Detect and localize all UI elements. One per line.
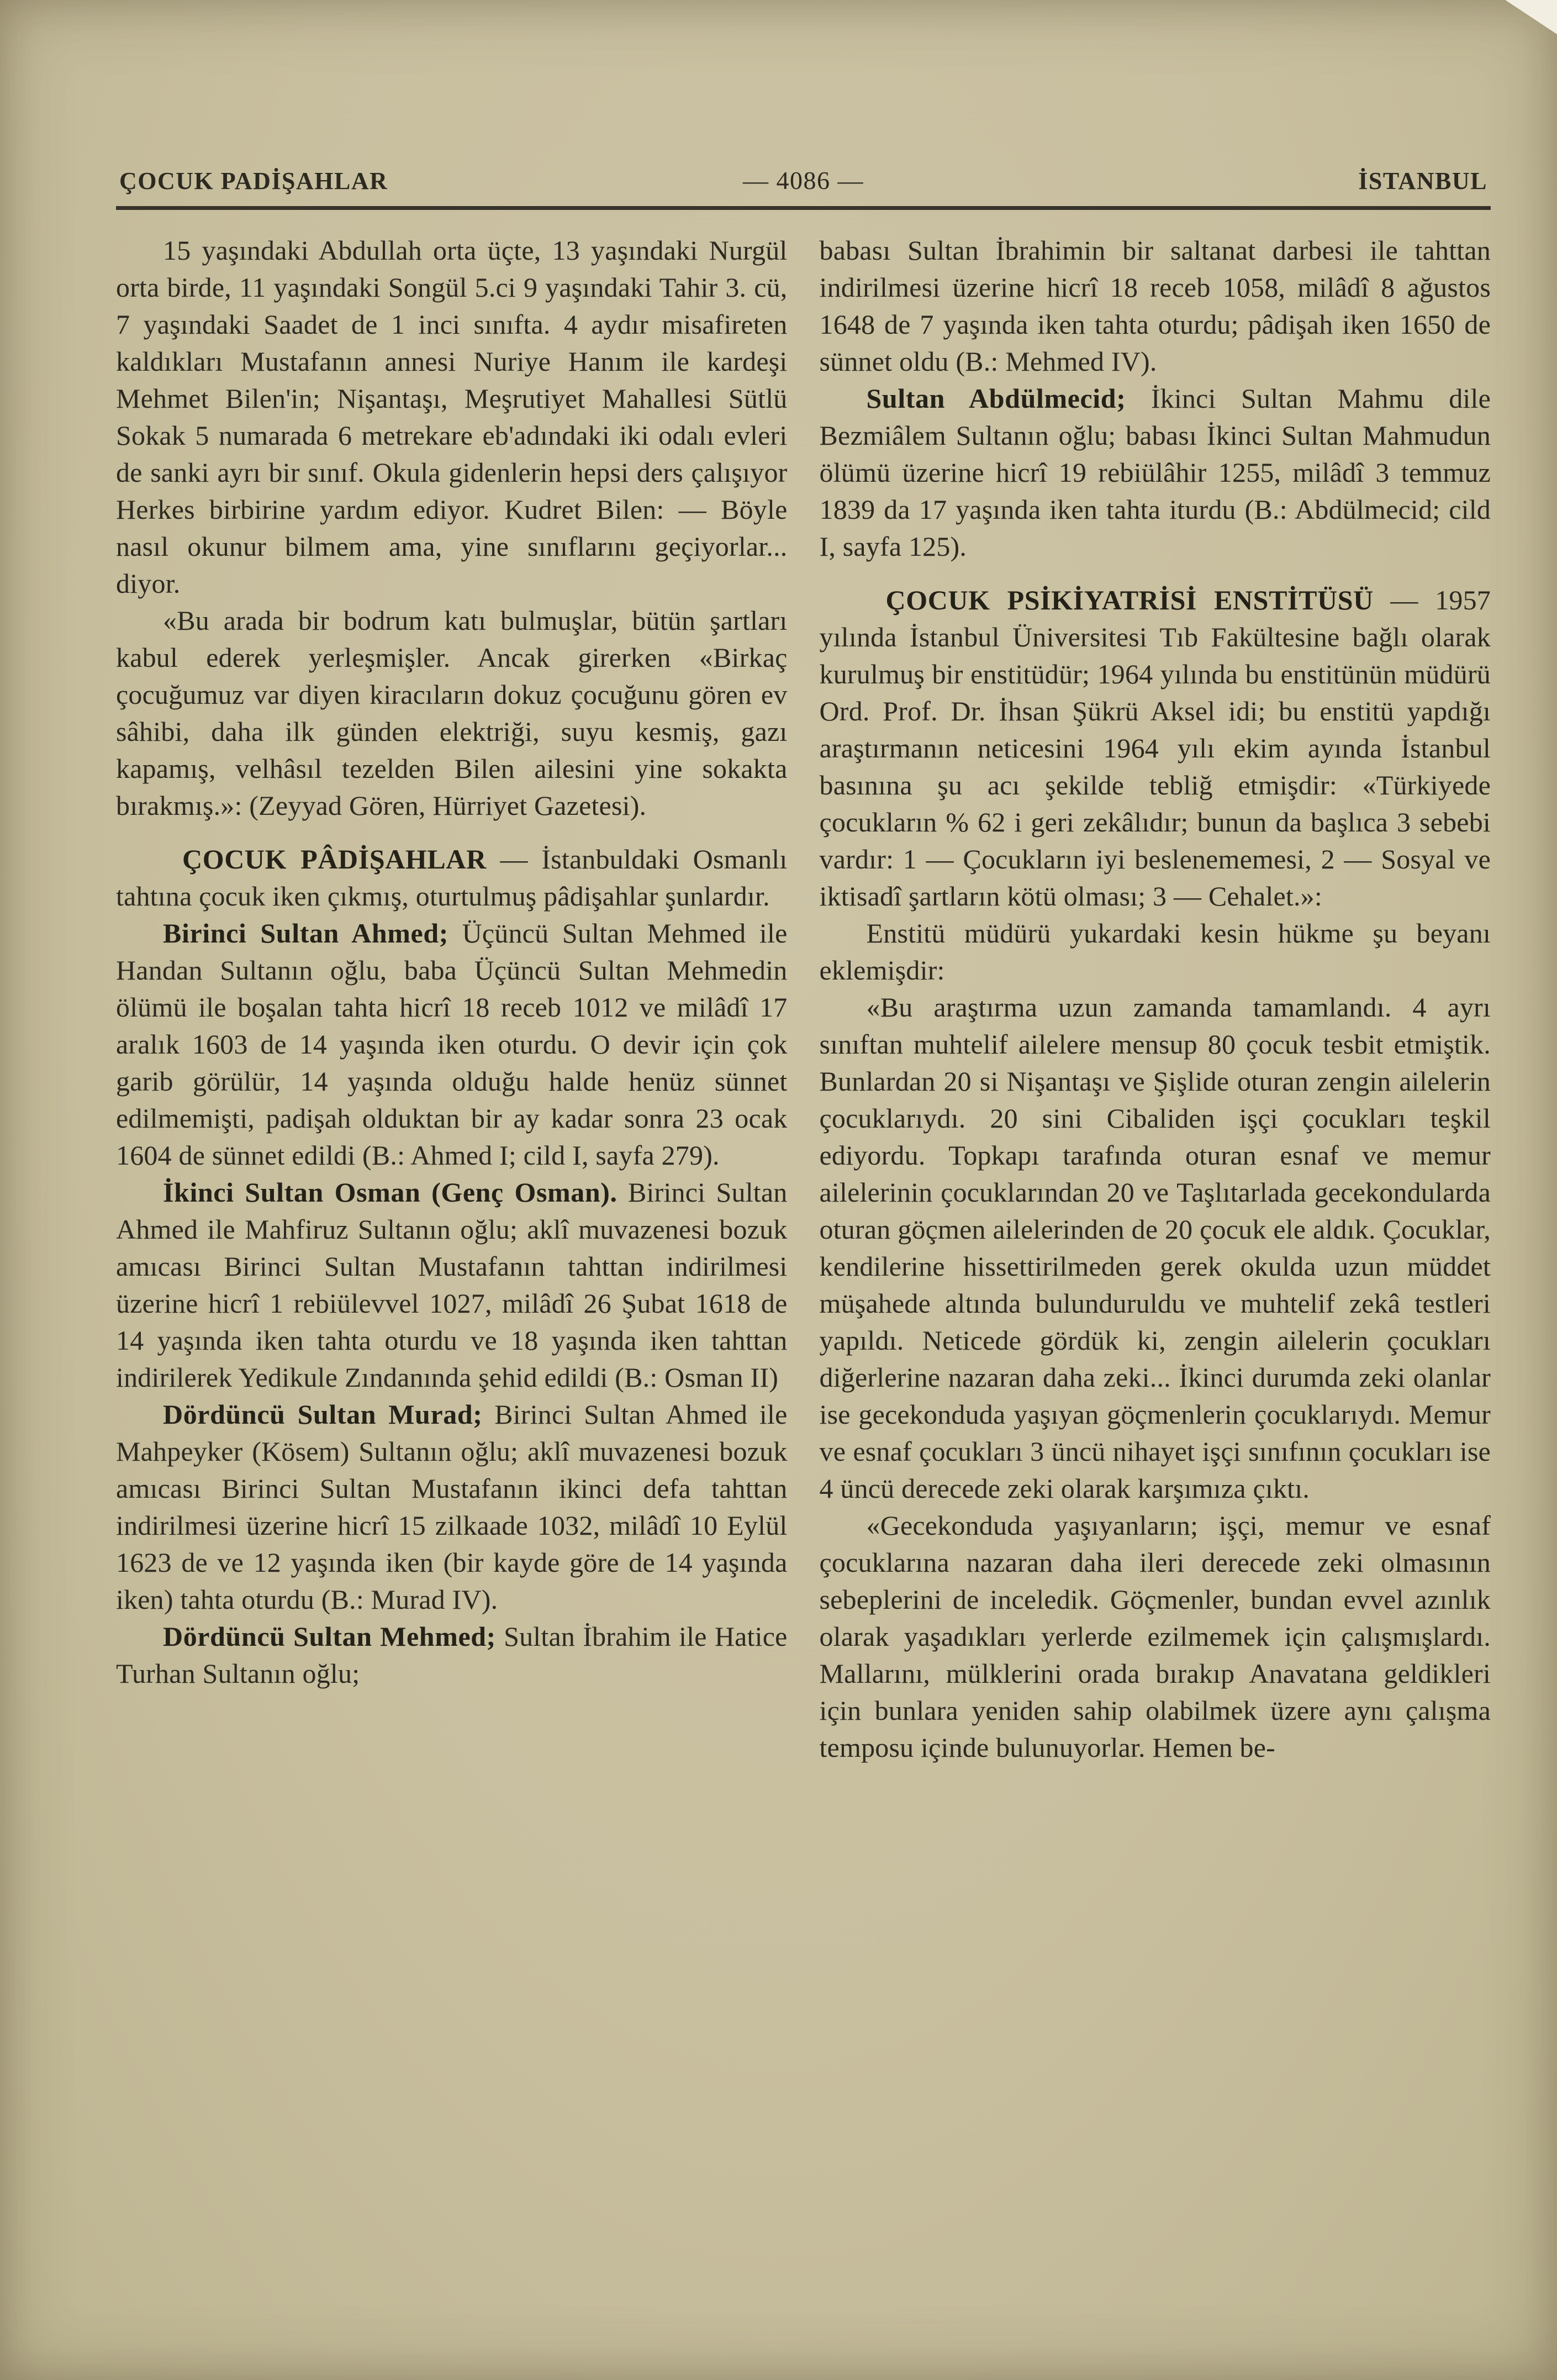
running-title-right: İSTANBUL bbox=[1358, 167, 1487, 194]
paragraph: ÇOCUK PSİKİYATRİSİ ENSTİTÜSÜ — 1957 yılında İstanbul Üniversitesi Tıb Fakültesine bağlı olarak kurulmuş bir enstitüdür; 1964 yılında bu enstitünün müdürü Ord. Prof. Dr. İhsan Şükrü Aksel idi; bu enstitü yapdığı araştırmanın neticesini 1964 yılı ekim ayında İstanbul basınına şu acı şekilde tebliğ etmişdir: «Türkiyede çocukların % 62 i geri zekâlıdır; bunun da başlıca 3 sebebi vardır: 1 — Çocukların iyi beslenememesi, 2 — Sosyal ve iktisadî şartların kötü olması; 3 — Cehalet.»: bbox=[819, 585, 1491, 912]
paragraph-lead: Dördüncü Sultan Murad; bbox=[163, 1399, 483, 1430]
paragraph: Dördüncü Sultan Mehmed; Sultan İbrahim ile Hatice Turhan Sultanın oğlu; bbox=[116, 1621, 788, 1689]
text-columns bbox=[116, 232, 1491, 1766]
paragraph: Dördüncü Sultan Murad; Birinci Sultan Ahmed ile Mahpeyker (Kösem) Sultanın oğlu; aklî muvazenesi bozuk amıcası Birinci Sultan Mustafanın ikinci defa tahttan indirilmesi üzerine hicrî 15 zilkaade 1032, milâdî 10 Eylül 1623 de ve 12 yaşında iken (bir kayde göre de 14 yaşında iken) tahta oturdu (B.: Murad IV). bbox=[116, 1399, 788, 1615]
paragraph: «Bu arada bir bodrum katı bulmuşlar, bütün şartları kabul ederek yerleşmişler. Ancak girerken «Birkaç çocuğumuz var diyen kiracıların dokuz çocuğunu gören ev sâhibi, daha ilk günden elektriği, suyu kesmiş, gazı kapamış, velhâsıl tezelden Bilen ailesini yine sokakta bırakmış.»: (Zeyyad Gören, Hürriyet Gazetesi). bbox=[116, 605, 788, 821]
paragraph-lead: ÇOCUK PSİKİYATRİSİ ENSTİTÜSÜ bbox=[885, 585, 1374, 615]
paragraph-lead: ÇOCUK PÂDİŞAHLAR bbox=[182, 844, 487, 875]
paragraph: ÇOCUK PÂDİŞAHLAR — İstanbuldaki Osmanlı tahtına çocuk iken çıkmış, oturtulmuş pâdişahlar şunlardır. bbox=[116, 844, 788, 912]
paragraph: İkinci Sultan Osman (Genç Osman). Birinci Sultan Ahmed ile Mahfiruz Sultanın oğlu; aklî muvazenesi bozuk amıcası Birinci Sultan Mustafanın tahttan indirilmesi üzerine hicrî 1 rebiülevvel 1027, milâdî 26 Şubat 1618 de 14 yaşında iken tahta oturdu ve 18 yaşında iken tahttan indirilerek Yedikule Zındanında şehid edildi (B.: Osman II) bbox=[116, 1177, 788, 1393]
paragraph-lead: Birinci Sultan Ahmed; bbox=[163, 918, 448, 949]
paragraph: 15 yaşındaki Abdullah orta üçte, 13 yaşındaki Nurgül orta birde, 11 yaşındaki Songül 5.ci 9 yaşındaki Tahir 3. cü, 7 yaşındaki Saadet de 1 inci sınıfta. 4 aydır misafireten kaldıkları Mustafanın annesi Nuriye Hanım ile kardeşi Mehmet Bilen'in; Nişantaşı, Meşrutiyet Mahallesi Sütlü Sokak 5 numarada 6 metrekare eb'adındaki iki odalı evleri de sanki ayrı bir sınıf. Okula gidenlerin hepsi ders çalışıyor Herkes birbirine yardım ediyor. Kudret Bilen: — Böyle nasıl okunur bilmem ama, yine sınıflarını geçiyorlar... diyor. bbox=[116, 235, 788, 599]
paragraph: Sultan Abdülmecid; İkinci Sultan Mahmu dile Bezmiâlem Sultanın oğlu; babası İkinci Sultan Mahmudun ölümü üzerine hicrî 19 rebiülâhir 1255, milâdî 3 temmuz 1839 da 17 yaşında iken tahta iturdu (B.: Abdülmecid; cild I, sayfa 125). bbox=[819, 383, 1491, 562]
paragraph: Birinci Sultan Ahmed; Üçüncü Sultan Mehmed ile Handan Sultanın oğlu, baba Üçüncü Sultan Mehmedin ölümü ile boşalan tahta hicrî 18 receb 1012 ve milâdî 17 aralık 1603 de 14 yaşında iken oturdu. O devir için çok garib görülür, 14 yaşında olduğu halde henüz sünnet edilmemişti, padişah olduktan bir ay kadar sonra 23 ocak 1604 de sünnet edildi (B.: Ahmed I; cild I, sayfa 279). bbox=[116, 918, 788, 1171]
page-number: — 4086 — bbox=[743, 166, 864, 194]
paragraph: babası Sultan İbrahimin bir saltanat darbesi ile tahttan indirilmesi üzerine hicrî 18 receb 1058, milâdî 8 ağustos 1648 de 7 yaşında iken tahta oturdu; pâdişah iken 1650 de sünnet oldu (B.: Mehmed IV). bbox=[819, 235, 1491, 377]
page-header bbox=[116, 166, 1491, 206]
paragraph: «Gecekonduda yaşıyanların; işçi, memur ve esnaf çocuklarına nazaran daha ileri derecede zeki olmasının sebeplerini de inceledik. Göçmenler, bundan evvel azınlık olarak yaşadıkları yerlerde ezilmemek için çalışmışlardı. Mallarını, mülklerini orada bırakıp Anavatana geldikleri için bunlara yeniden sahip olabilmek üzere aynı çalışma temposu içinde bulunuyorlar. Hemen be- bbox=[819, 1510, 1491, 1763]
paragraph-lead: İkinci Sultan Osman (Genç Osman). bbox=[163, 1177, 617, 1208]
paragraph-lead: Sultan Abdülmecid; bbox=[866, 383, 1126, 414]
running-title-left: ÇOCUK PADİŞAHLAR bbox=[119, 167, 388, 194]
header-rule bbox=[116, 206, 1491, 210]
left-column bbox=[116, 232, 788, 1766]
paragraph: Enstitü müdürü yukardaki kesin hükme şu beyanı eklemişdir: bbox=[819, 918, 1491, 986]
right-column bbox=[820, 232, 1491, 1766]
paragraph-lead: Dördüncü Sultan Mehmed; bbox=[163, 1621, 496, 1652]
paragraph: «Bu araştırma uzun zamanda tamamlandı. 4 ayrı sınıftan muhtelif ailelere mensup 80 çocuk tesbit etmiştik. Bunlardan 20 si Nişantaşı ve Şişlide oturan zengin ailelerin çocuklarıydı. 20 sini Cibaliden işçi çocukları teşkil ediyordu. Topkapı tarafında oturan esnaf ve memur ailelerinin çocuklarından 20 ve Taşlıtarlada gecekondularda oturan göçmen ailelerinden de 20 çocuk ele aldık. Çocuklar, kendilerine hissettirilmeden gerek okulda uzun müddet müşahede altında bulunduruldu ve muhtelif zekâ testleri yapıldı. Neticede gördük ki, zengin ailelerin çocukları diğerlerine nazaran daha zeki... İkinci durumda zeki olanlar ise gecekonduda yaşıyan göçmenlerin çocuklarıydı. Memur ve esnaf çocukları 3 üncü nihayet işçi sınıfının çocukları ise 4 üncü derecede zeki olarak karşımıza çıktı. bbox=[819, 992, 1491, 1504]
